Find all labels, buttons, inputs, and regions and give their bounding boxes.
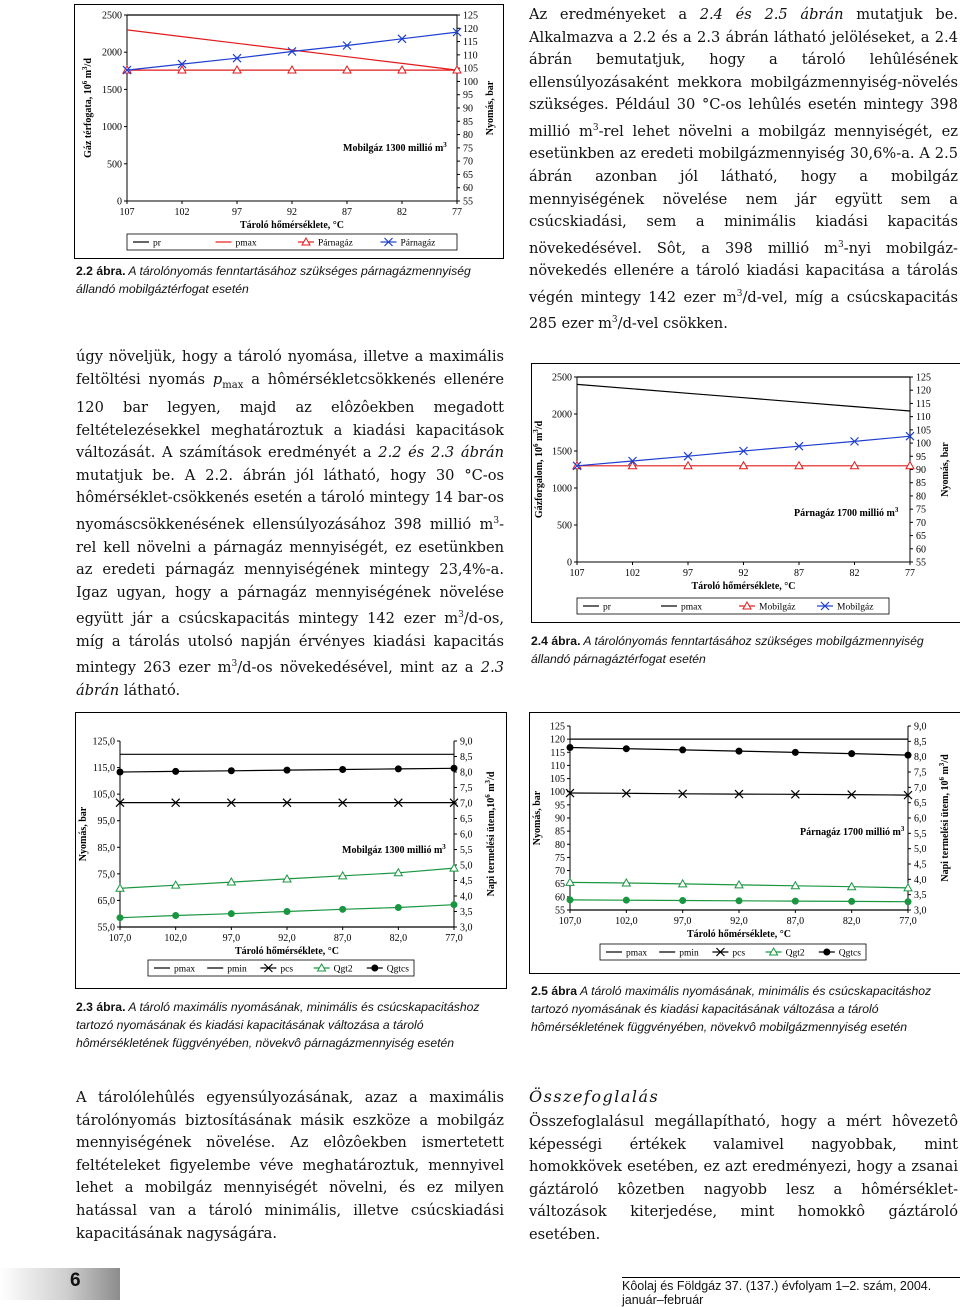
right-tick-label: 70 (463, 156, 473, 168)
series-point-4 (905, 752, 911, 758)
x-tick-label: 97,0 (222, 933, 241, 944)
right-tick-label: 6,0 (460, 829, 473, 841)
x-tick-label: 92 (738, 568, 749, 579)
caption-2-3-number: 2.3 ábra. (76, 1000, 126, 1014)
right-tick-label: 80 (463, 130, 473, 142)
x-tick-label: 82 (397, 207, 407, 218)
right-tick-label: 95 (916, 451, 926, 463)
left2-text: A tárolólehûlés egyensúlyozásának, azaz a maximális tárolónyomás biztosításának másik eszköze a mobilgáz mennyiségének növelése. Az elôzôekben ismertetett feltételeket figyelembe véve meghatároztuk, mennyivel lehet a mobilgáz mennyiségét növelni, és ez milyen hatással van a tároló minimális, illetve csúcskiadási kapacitásának nagyságára. (76, 1089, 504, 1242)
legend-label: Párnagáz (318, 238, 353, 249)
right-tick-label: 7,5 (460, 783, 473, 794)
right-tick-label: 8,0 (460, 767, 473, 779)
series-point-4 (117, 769, 123, 775)
chart-subtitle: Párnagáz 1700 millió $m^3$ (800, 825, 905, 838)
legend-label: pr (153, 238, 161, 249)
x-tick-label: 107,0 (108, 933, 132, 944)
x-tick-label: 97 (232, 207, 242, 218)
right-tick-label: 65 (916, 531, 926, 543)
right-tick-label: 70 (916, 517, 926, 529)
left-tick-label: 70 (555, 866, 565, 878)
series-line-1 (577, 384, 910, 411)
right-tick-label: 6,0 (914, 813, 927, 825)
right2-text: Összefoglalásul megállapítható, hogy a mért hôvezetô képességi értékek valamivel nagyobbak, mint homokkövek esetében, ez azt eredményezi, hogy a zsanai gáztároló kôzetben nagyobb lesz a hômérséklet-változások kiterjedése, mint homokkô gáztároló esetében. (529, 1113, 958, 1243)
right-tick-label: 5,5 (914, 828, 927, 840)
left1-sup3: 3 (231, 659, 238, 670)
left-tick-label: 120 (550, 734, 565, 746)
right-tick-label: 110 (916, 412, 931, 424)
chart-subtitle: Mobilgáz 1300 millió $m^3$ (343, 141, 447, 154)
x-tick-label: 82 (849, 568, 860, 579)
y-axis-left-label: Gáz térfogata, $10^6$ $m^3/d$ (81, 58, 94, 158)
right-tick-label: 8,5 (914, 736, 927, 748)
series-point-5 (340, 906, 346, 912)
left-tick-label: 125,0 (92, 736, 115, 748)
legend-label: Mobilgáz (759, 602, 796, 613)
caption-2-2-text: A tárolónyomás fenntartásához szükséges párnagázmennyiség állandó mobilgáztérfogat esetén (76, 264, 471, 296)
right-tick-label: 100 (463, 76, 478, 88)
left-tick-label: 2500 (552, 372, 572, 384)
left-tick-label: 85,0 (97, 842, 115, 854)
x-tick-label: 87,0 (786, 916, 805, 927)
left-tick-label: 65,0 (97, 895, 115, 907)
x-tick-label: 102 (625, 568, 640, 579)
caption-2-3 (76, 998, 504, 1052)
plot-axes (127, 15, 457, 201)
x-tick-label: 102,0 (615, 916, 638, 927)
y-axis-right-label: Napi termelési ütem, $10^6$ $m^3/d$ (938, 754, 951, 882)
right1-c: -rel lehet növelni a mobilgáz mennyiségét, ez esetünkben az eredeti mobilgázmennyiség 30,6%-a. A 2.5 ábrán azonban jól látható, hogy a mobilgáz mennyiségének növelése nem jár együtt sem a csúcskiadási, sem a minimális kiadási kapacitás növekedésével. Sôt, a 398 millió m (529, 122, 958, 257)
series-point-5 (173, 913, 179, 919)
left-paragraph-1 (76, 346, 504, 702)
left-tick-label: 55 (555, 905, 565, 917)
right-tick-label: 55 (916, 557, 926, 569)
series-point-4 (736, 748, 742, 754)
left-tick-label: 95,0 (97, 816, 115, 828)
right-tick-label: 95 (463, 90, 473, 102)
legend-label: pmax (626, 948, 648, 959)
legend-label: Qgtcs (386, 964, 409, 975)
right-tick-label: 5,5 (460, 845, 473, 856)
x-tick-label: 77,0 (899, 916, 917, 927)
x-tick-label: 82,0 (389, 933, 408, 944)
x-axis-label: Tároló hőmérséklete, °C (686, 929, 792, 940)
right1-ref: 2.4 és 2.5 ábrán (699, 6, 844, 23)
caption-2-5-text: A tároló maximális nyomásának, minimális és csúcskapacitáshoz tartozó nyomásának és kiadási kapacitásának változása a tároló hômérsékletének függvényében, növekvô mobilgázmennyiség esetén (531, 984, 932, 1034)
x-tick-label: 97 (683, 568, 693, 579)
x-tick-label: 107,0 (558, 916, 582, 927)
left-tick-label: 0 (567, 557, 572, 569)
chart-subtitle: Mobilgáz 1300 millió $m^3$ (342, 843, 446, 856)
x-tick-label: 107 (569, 568, 585, 579)
right-tick-label: 110 (463, 50, 478, 62)
left1-sup1: 3 (493, 516, 500, 527)
plot-axes (577, 377, 910, 562)
legend-marker (824, 949, 830, 955)
left-tick-label: 55,0 (97, 922, 115, 934)
chart-2-4 (532, 364, 960, 622)
right-tick-label: 7,0 (914, 782, 927, 794)
right-tick-label: 9,0 (460, 736, 473, 748)
x-axis-label: Tároló hőmérséklete, °C (691, 581, 796, 592)
left-tick-label: 500 (557, 520, 572, 532)
chart-2-2 (75, 5, 503, 258)
caption-2-4 (531, 632, 957, 668)
x-axis-label: Tároló hőmérséklete, °C (234, 946, 340, 957)
left-tick-label: 1500 (102, 84, 122, 96)
y-axis-right-label: Napi termelési $ütem,10^6$ $m^3/d$ (484, 771, 497, 897)
y-axis-left-label: Nyomás, bar (78, 806, 89, 862)
x-tick-label: 92,0 (278, 933, 296, 944)
right-tick-label: 90 (916, 465, 926, 476)
y-axis-right-label: Nyomás, bar (485, 80, 496, 136)
series-point-4 (395, 766, 401, 772)
left1-b: a hômérsékletcsökkenés ellenére 120 bar legyen, majd az elôzôekben megadott feltételezésekkel meghatároztuk a kiadási kapacitások változását. A számítások eredményét a (76, 370, 505, 462)
left-tick-label: 110 (550, 760, 565, 772)
left1-sub: max (222, 379, 244, 391)
left1-g: látható. (119, 681, 181, 699)
series-point-5 (451, 902, 457, 908)
legend-label: pmax (235, 238, 257, 249)
legend-label: Qgt2 (785, 948, 805, 959)
right-tick-label: 120 (463, 23, 478, 35)
right1-sup3: 3 (736, 288, 743, 299)
right1-e: /d-vel, míg a csúcskapacitás 285 ezer m (529, 288, 958, 333)
left-tick-label: 100 (550, 787, 565, 799)
left-tick-label: 65 (555, 879, 565, 891)
left-tick-label: 60 (555, 892, 565, 904)
footer-gradient-bar (0, 1268, 120, 1300)
chart-2-3 (76, 713, 506, 988)
right-tick-label: 105 (463, 63, 478, 75)
right-tick-label: 80 (916, 491, 926, 503)
right1-a: Az eredményeket a (529, 6, 700, 23)
figure-2-5 (529, 712, 960, 974)
x-tick-label: 107 (119, 207, 135, 218)
right-tick-label: 3,5 (914, 890, 927, 902)
series-point-5 (905, 899, 911, 905)
right-tick-label: 75 (916, 504, 926, 516)
left1-ref: 2.2 és 2.3 ábrán (378, 444, 504, 462)
right-tick-label: 4,0 (460, 891, 473, 903)
series-point-4 (567, 744, 573, 750)
series-point-5 (792, 898, 798, 904)
right-tick-label: 115 (916, 398, 931, 410)
right-tick-label: 65 (463, 169, 473, 181)
left-tick-label: 75 (555, 852, 565, 864)
legend-label: pr (603, 602, 611, 613)
caption-2-4-text: A tárolónyomás fenntartásához szükséges mobilgázmennyiség állandó párnagáztérfogat esetén (531, 634, 924, 666)
legend-label: pmin (679, 948, 699, 959)
left1-c: mutatjuk be. A 2.2. ábrán jól látható, hogy 30 °C-os hômérséklet-csökkenés esetén a tároló mintegy 14 bar-os nyomáscsökkenésének ellensúlyozásához 398 millió m (76, 466, 504, 533)
legend-label: pmin (227, 964, 247, 975)
caption-2-5-number: 2.5 ábra (531, 984, 578, 998)
series-point-4 (623, 746, 629, 752)
left-tick-label: 1000 (552, 483, 572, 495)
legend-label: pmax (681, 602, 703, 613)
right-tick-label: 5,0 (460, 860, 473, 872)
right-tick-label: 6,5 (914, 798, 927, 810)
y-axis-right-label: Nyomás, bar (940, 442, 951, 497)
x-tick-label: 87 (794, 568, 804, 579)
left-tick-label: 125 (550, 721, 565, 733)
left-tick-label: 0 (117, 196, 122, 208)
right-tick-label: 125 (916, 372, 931, 384)
left1-e: /d-os, míg a tárolás utolsó napján érvényes kiadási kapacitás mintegy 263 ezer m (76, 610, 504, 677)
right-tick-label: 9,0 (914, 721, 927, 733)
series-point-5 (736, 898, 742, 904)
x-tick-label: 77 (905, 568, 915, 579)
series-point-5 (849, 898, 855, 904)
left1-sup2: 3 (458, 610, 464, 621)
caption-2-4-number: 2.4 ábra. (531, 634, 581, 648)
series-point-5 (567, 897, 573, 903)
left-tick-label: 80 (555, 839, 565, 851)
right-tick-label: 85 (916, 478, 926, 490)
right-tick-label: 90 (463, 103, 473, 115)
right1-sup4: 3 (611, 315, 618, 326)
right-tick-label: 60 (916, 544, 926, 556)
right-tick-label: 100 (916, 438, 931, 450)
x-tick-label: 82,0 (842, 916, 861, 927)
legend-label: pcs (280, 964, 294, 975)
caption-2-2-number: 2.2 ábra. (76, 264, 126, 278)
x-tick-label: 97,0 (673, 916, 692, 927)
right-tick-label: 125 (463, 10, 478, 22)
right-tick-label: 7,5 (914, 767, 927, 779)
right-tick-label: 8,0 (914, 752, 927, 764)
right-tick-label: 4,5 (460, 876, 473, 887)
figure-2-3 (75, 712, 507, 989)
x-tick-label: 87 (342, 207, 352, 218)
right-tick-label: 75 (463, 143, 473, 155)
right1-sup2: 3 (838, 239, 844, 250)
left1-d: -rel kell növelni a párnagáz mennyiségét, ez esetünkben az eredeti párnagáz mennyiségének mintegy 23,4%-a. Igaz ugyan, hogy a párnagáz mennyiségének növelése együtt jár a csúcskapacitás mintegy 142 ezer m (76, 515, 504, 628)
right1-b: mutatjuk be. Alkalmazva a 2.2 és a 2.3 ábrán látható jelöléseket, a 2.4 ábrán bemutatjuk, hogy a tároló lehûlésének ellensúlyozásaként mekkora mobilgázmennyiség-növelés szükséges. Például 30 °C-os lehûlés esetén mintegy 398 millió m (529, 6, 958, 140)
left-tick-label: 500 (107, 159, 122, 171)
right-tick-label: 55 (463, 196, 473, 208)
right-tick-label: 4,0 (914, 874, 927, 886)
series-point-4 (451, 765, 457, 771)
left-tick-label: 115 (550, 747, 565, 759)
left1-a: úgy növeljük, hogy a tároló nyomása, illetve a maximális feltöltési nyomás (76, 348, 504, 388)
legend-label: Mobilgáz (837, 602, 874, 613)
left1-f: /d-os növekedésével, mint az a (237, 659, 481, 677)
right1-f: /d-vel csökken. (617, 315, 728, 333)
series-point-4 (792, 749, 798, 755)
left-tick-label: 85 (555, 826, 565, 838)
right-tick-label: 3,0 (460, 922, 473, 934)
series-point-5 (117, 915, 123, 921)
left-tick-label: 1500 (552, 446, 572, 458)
legend-label: Qgt2 (333, 964, 353, 975)
caption-2-2 (76, 262, 502, 298)
series-point-5 (623, 897, 629, 903)
left-paragraph-2 (76, 1087, 504, 1245)
right-tick-label: 3,0 (914, 905, 927, 917)
right1-d: -nyi mobilgáz-növekedés ellenére a tároló kiadási kapacitása a tárolás végén mintegy 142 ezer m (529, 239, 958, 306)
left1-p: p (212, 370, 223, 388)
series-point-5 (228, 911, 234, 917)
series-point-4 (849, 751, 855, 757)
right-tick-label: 105 (916, 425, 931, 437)
caption-2-3-text: A tároló maximális nyomásának, minimális és csúcskapacitáshoz tartozó nyomásának és kiadási kapacitásának változása a tároló hômérsékletének függvényében, növekvô párnagázmennyiség esetén (76, 1000, 480, 1050)
left-tick-label: 2000 (102, 47, 122, 59)
legend-label: Qgtcs (838, 948, 861, 959)
series-point-4 (228, 768, 234, 774)
right-tick-label: 8,5 (460, 752, 473, 763)
y-axis-left-label: Nyomás, bar (532, 790, 543, 846)
figure-2-4 (531, 363, 960, 623)
legend-label: pmax (174, 964, 196, 975)
left-tick-label: 115,0 (92, 763, 115, 775)
x-tick-label: 77,0 (445, 933, 463, 944)
right-tick-label: 5,0 (914, 844, 927, 856)
x-tick-label: 87,0 (333, 933, 352, 944)
right-tick-label: 120 (916, 385, 931, 397)
series-point-4 (680, 747, 686, 753)
right-tick-label: 60 (463, 183, 473, 195)
left-tick-label: 1000 (102, 122, 122, 134)
x-tick-label: 92 (287, 207, 297, 218)
right-tick-label: 85 (463, 116, 473, 128)
figure-2-2 (74, 4, 504, 259)
chart-2-5 (530, 713, 960, 973)
y-axis-left-label: Gázforgalom, $10^6$ $m^3/d$ (532, 420, 545, 519)
journal-reference: Kôolaj és Földgáz 37. (137.) évfolyam 1–2. szám, 2004. január–február (622, 1277, 960, 1307)
right-tick-label: 7,0 (460, 798, 473, 810)
series-line-1 (127, 30, 457, 70)
series-point-5 (680, 897, 686, 903)
right-tick-label: 115 (463, 37, 478, 49)
right-paragraph-1 (529, 4, 958, 336)
legend-label: Párnagáz (400, 238, 436, 249)
x-tick-label: 77 (452, 207, 462, 218)
right1-sup1: 3 (592, 122, 599, 133)
series-point-5 (284, 909, 290, 915)
left-tick-label: 105,0 (92, 789, 115, 801)
x-tick-label: 102,0 (164, 933, 187, 944)
series-point-4 (173, 768, 179, 774)
chart-subtitle: Párnagáz 1700 millió $m^3$ (794, 506, 899, 519)
right-tick-label: 3,5 (460, 907, 473, 918)
left-tick-label: 2000 (552, 409, 572, 421)
section-heading-osszefoglalas: Összefoglalás (529, 1087, 660, 1106)
legend-marker (372, 965, 378, 971)
left1-ref2: 2.3 ábrán (76, 659, 504, 699)
right-paragraph-2 (529, 1111, 958, 1247)
x-tick-label: 102 (174, 207, 190, 218)
left-tick-label: 75,0 (97, 869, 115, 881)
legend-label: pcs (732, 948, 746, 959)
left-tick-label: 90 (555, 813, 565, 825)
right-tick-label: 6,5 (460, 814, 473, 825)
series-point-5 (395, 904, 401, 910)
caption-2-5 (531, 982, 959, 1036)
series-point-4 (284, 767, 290, 773)
x-axis-label: Tároló hőmérséklete, °C (239, 220, 345, 231)
left-tick-label: 95 (555, 800, 565, 812)
left-tick-label: 2500 (102, 10, 122, 22)
page-number: 6 (70, 1270, 81, 1291)
x-tick-label: 92,0 (730, 916, 748, 927)
left-tick-label: 105 (550, 774, 565, 786)
series-point-4 (340, 767, 346, 773)
right-tick-label: 4,5 (914, 859, 927, 871)
